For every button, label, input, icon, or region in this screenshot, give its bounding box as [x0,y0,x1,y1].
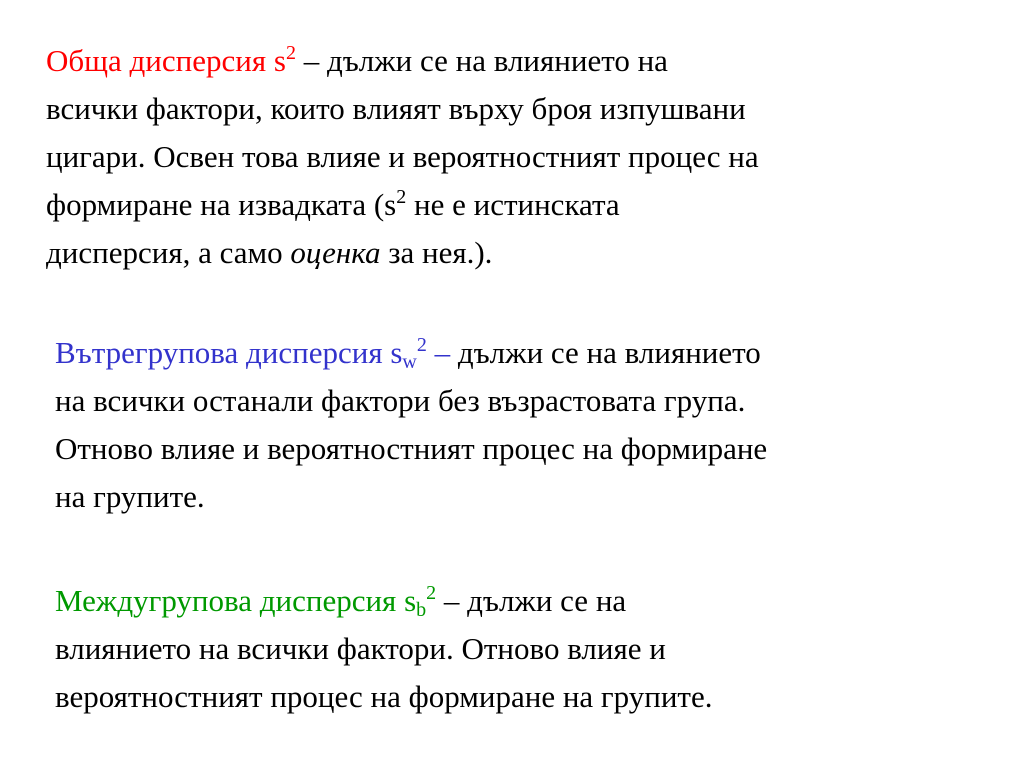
line: всички фактори, които влияят върху броя изпушвани [46,91,746,126]
line: Обща дисперсия $s^2$ – дължи се на влиянието на [46,42,668,78]
line: Отново влияе и вероятностният процес на формиране [55,431,768,466]
line: на всички останали фактори без възрастовата група. [55,383,746,418]
total-variance-term: Обща дисперсия $s^2$ [46,42,296,78]
within-group-variance-paragraph [55,329,1015,521]
line: формиране на извадката ($s^2$ не е истинската [46,186,620,222]
within-group-variance-term: Вътрегрупова дисперсия $s_w^2$ – [55,334,451,373]
line: на групите. [55,479,205,514]
total-variance-paragraph [46,37,1006,277]
line: дисперсия, а само оценка за нея.). [46,235,493,270]
between-group-variance-paragraph [55,577,1015,721]
line: Вътрегрупова дисперсия $s_w^2$ – дължи се на влиянието [55,334,761,373]
emphasis-estimate: оценка [290,235,381,270]
line: влиянието на всички фактори. Отново влияе и [55,631,666,666]
line: вероятностният процес на формиране на групите. [55,679,713,714]
line: цигари. Освен това влияе и вероятностният процес на [46,139,759,174]
line: Междугрупова дисперсия $s_b^2$ – дължи се на [55,582,627,621]
between-group-variance-term: Междугрупова дисперсия $s_b^2$ [55,582,437,621]
